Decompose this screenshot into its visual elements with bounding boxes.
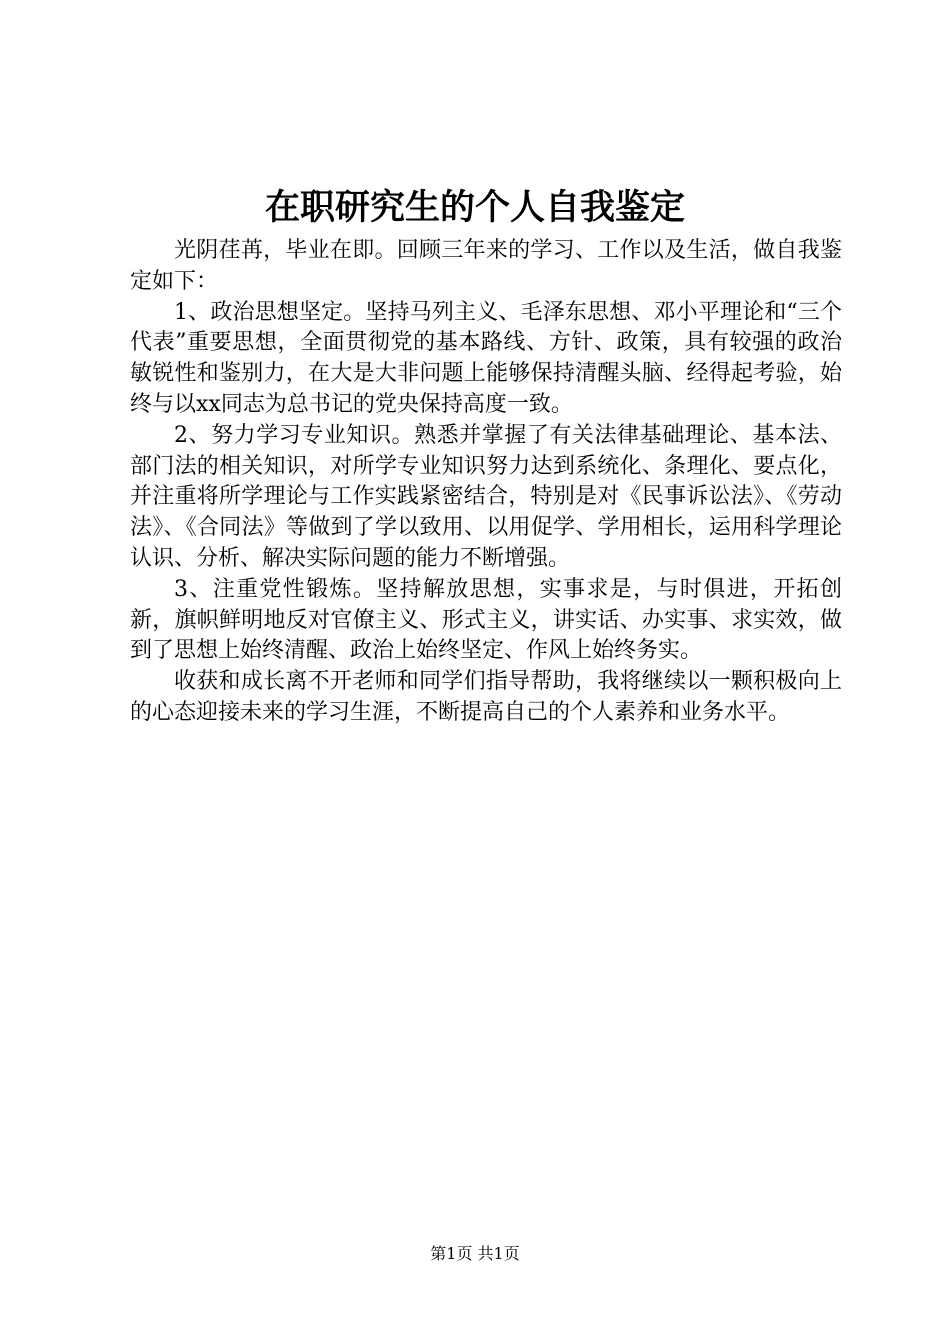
- paragraph-political: 1、政治思想坚定。坚持马列主义、毛泽东思想、邓小平理论和“三个代表”重要思想，全面贯彻党的基本路线、方针、政策，具有较强的政治敏锐性和鉴别力，在大是大非问题上能够保持清醒头脑、经得起考验，始终与以xx同志为总书记的党央保持高度一致。: [130, 299, 842, 417]
- document-title: 在职研究生的个人自我鉴定: [264, 187, 685, 228]
- paragraph-study: 2、努力学习专业知识。熟悉并掌握了有关法律基础理论、基本法、部门法的相关知识，对所学专业知识努力达到系统化、条理化、要点化，并注重将所学理论与工作实践紧密结合，特别是对《民事诉讼法》、《劳动法》、《合同法》等做到了学以致用、以用促学、学用相长，运用科学理论认识、分析、解决实际问题的能力不断增强。: [130, 422, 842, 571]
- paragraph-party-spirit: 3、注重党性锻炼。坚持解放思想，实事求是，与时俱进，开拓创新，旗帜鲜明地反对官僚主义、形式主义，讲实话、办实事、求实效，做到了思想上始终清醒、政治上始终坚定、作风上始终务实。: [130, 576, 842, 664]
- page-number: 第1页 共1页: [430, 1244, 520, 1263]
- paragraph-intro: 光阴荏苒，毕业在即。回顾三年来的学习、工作以及生活，做自我鉴定如下：: [130, 238, 842, 294]
- paragraph-conclusion: 收获和成长离不开老师和同学们指导帮助，我将继续以一颗积极向上的心态迎接未来的学习生涯，不断提高自己的个人素养和业务水平。: [130, 669, 842, 725]
- document-body: [130, 236, 842, 729]
